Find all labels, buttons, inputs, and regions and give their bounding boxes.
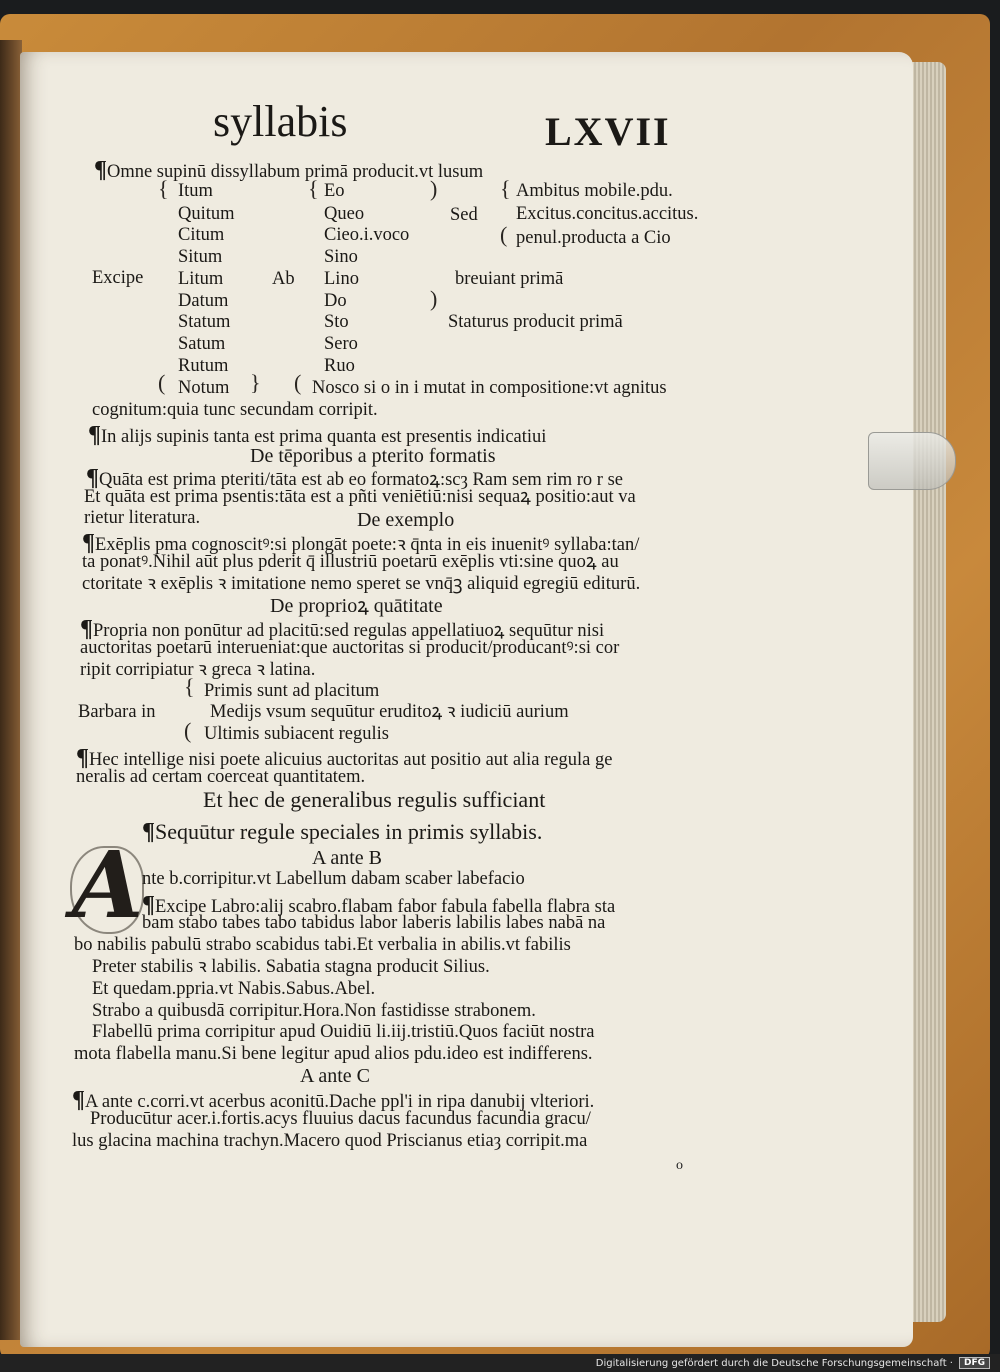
supine-item: Datum: [178, 291, 229, 311]
text-line: neralis ad certam coerceat quantitatem.: [76, 767, 366, 787]
text-line: Flabellū prima corripitur apud Ouidiū li.iij.tristiū.Quos faciūt nostra: [92, 1022, 595, 1042]
brace-icon: (: [158, 370, 166, 395]
text-line: bam stabo tabes tabo tabidus labor laberis labilis labes nabā na: [142, 913, 606, 933]
brace-icon: ): [430, 176, 438, 201]
pilcrow-icon: ¶: [80, 616, 93, 642]
brace-icon: (: [294, 370, 302, 395]
text-line: nte b.corripitur.vt Labellum dabam scaber labefacio: [142, 869, 525, 889]
supine-item: Litum: [178, 269, 224, 289]
pilcrow-icon: ¶: [86, 465, 99, 491]
pilcrow-icon: ¶: [82, 530, 95, 556]
supine-item: Statum: [178, 312, 231, 332]
text-line: mota flabella manu.Si bene legitur apud alios pdu.ideo est indifferens.: [74, 1044, 593, 1064]
section-heading: De exemplo: [357, 509, 455, 531]
running-title: syllabis: [213, 97, 348, 146]
barbara-item: Primis sunt ad placitum: [204, 681, 380, 701]
verb-item: Cieo.i.voco: [324, 225, 410, 245]
book-spine: [0, 40, 22, 1340]
verb-item: Lino: [324, 269, 359, 289]
verb-item: Sino: [324, 247, 358, 267]
brace-icon: {: [308, 176, 319, 201]
sed-label: Sed: [450, 205, 478, 225]
excipe-label: Excipe: [92, 268, 144, 288]
brace-icon: (: [500, 222, 508, 247]
section-heading: De tēporibus a pterito formatis: [250, 445, 496, 467]
breuiant-line: breuiant primā: [455, 269, 564, 289]
supine-item: Itum: [178, 181, 213, 201]
staturus-line: Staturus producit primā: [448, 312, 623, 332]
supine-item: Notum: [178, 378, 230, 398]
footer-bar: [0, 1354, 1000, 1372]
ab-label: Ab: [272, 269, 295, 289]
barbara-item: Ultimis subiacent regulis: [204, 724, 389, 744]
section-heading: De proprioꝝ quātitate: [270, 595, 443, 617]
verb-item: Sero: [324, 334, 358, 354]
brace-icon: {: [184, 674, 195, 699]
sed-item: Ambitus mobile.pdu.: [516, 181, 673, 201]
brace-icon: }: [250, 370, 261, 395]
text-line: auctoritas poetarū interueniat:que auctoritas si producit/producantꝰ:si cor: [80, 638, 620, 658]
brace-icon: {: [500, 176, 511, 201]
sed-item: Excitus.concitus.accitus.: [516, 204, 699, 224]
section-heading: A ante B: [312, 847, 382, 869]
book-page: [20, 52, 913, 1347]
supine-intro: ¶Omne supinū dissyllabum primā producit.vt lusum: [94, 157, 484, 183]
text-line: lus glacina machina trachyn.Macero quod Priscianus etiaȝ corripit.ma: [72, 1131, 588, 1151]
pilcrow-icon: ¶: [94, 157, 107, 183]
page-clip: [868, 432, 956, 490]
brace-icon: {: [158, 176, 169, 201]
initial-letter: A: [72, 831, 144, 939]
pilcrow-icon: ¶: [72, 1087, 85, 1113]
text-line: ¶Exēplis pma cognoscitꝰ:si plongāt poete:ꝛ q̄nta in eis inuenitꝰ syllaba:tan/: [82, 530, 640, 556]
brace-icon: (: [184, 718, 192, 743]
text-line: Et quāta est prima psentis:tāta est a pñti veniētiū:nisi sequaꝝ positio:aut va: [84, 487, 636, 507]
text-line: ta ponatꝰ.Nihil aūt plus pderit q̄ illustriū poetarū exēplis vti:sine quoꝝ au: [82, 552, 619, 572]
brace-icon: ): [430, 286, 438, 311]
nosco-line: Nosco si o in i mutat in compositione:vt agnitus: [312, 378, 667, 398]
nosco-line-2: cognitum:quia tunc secundam corripit.: [92, 400, 378, 420]
verb-item: Do: [324, 291, 347, 311]
text-line: ¶Propria non ponūtur ad placitū:sed regulas appellatiuoꝝ sequūtur nisi: [80, 616, 605, 642]
verb-item: Eo: [324, 181, 345, 201]
text-line: rietur literatura.: [84, 508, 201, 528]
section-heading: A ante C: [300, 1065, 370, 1087]
barbara-label: Barbara in: [78, 702, 156, 722]
text-line: Producūtur acer.i.fortis.acys fluuius dacus facundus facundia gracu/: [90, 1109, 591, 1129]
footer-credit: Digitalisierung gefördert durch die Deutsche Forschungsgemeinschaft ·: [595, 1357, 953, 1369]
text-line: bo nabilis pabulū strabo scabidus tabi.Et verbalia in abilis.vt fabilis: [74, 935, 571, 955]
pilcrow-icon: ¶: [88, 422, 101, 448]
sed-item: penul.producta a Cio: [516, 228, 671, 248]
pilcrow-icon: ¶: [142, 819, 155, 845]
text-line: Strabo a quibusdā corripitur.Hora.Non fastidisse strabonem.: [92, 1001, 536, 1021]
verb-item: Sto: [324, 312, 349, 332]
pilcrow-icon: ¶: [142, 892, 155, 918]
pilcrow-icon: ¶: [76, 745, 89, 771]
section-title: ¶Sequūtur regule speciales in primis syllabis.: [142, 819, 543, 845]
text-line: Et quedam.ppria.vt Nabis.Sabus.Abel.: [92, 979, 376, 999]
text-line: ripit corripiatur ꝛ greca ꝛ latina.: [80, 660, 316, 680]
folio-number: LXVII: [545, 109, 671, 154]
supine-item: Satum: [178, 334, 226, 354]
verb-item: Ruo: [324, 356, 355, 376]
text-line: ¶Quāta est prima pteriti/tāta est ab eo formatoꝝ:scȝ Ram sem rim ro r se: [86, 465, 623, 491]
text-line: ¶Hec intellige nisi poete alicuius auctoritas aut positio aut alia regula ge: [76, 745, 613, 771]
closing-heading: Et hec de generalibus regulis sufficiant: [203, 787, 546, 812]
dfg-logo-icon: DFG: [959, 1357, 990, 1369]
supine-item: Quitum: [178, 204, 235, 224]
supine-item: Situm: [178, 247, 223, 267]
text-line: Preter stabilis ꝛ labilis. Sabatia stagna producit Silius.: [92, 957, 490, 977]
alijs-line: ¶In alijs supinis tanta est prima quanta est presentis indicatiui: [88, 422, 547, 448]
verb-item: Queo: [324, 204, 365, 224]
barbara-item: Medijs vsum sequūtur eruditoꝝ ꝛ iudiciū aurium: [210, 702, 569, 722]
text-line: ctoritate ꝛ exēplis ꝛ imitatione nemo speret se vnq̄ꝫ aliquid egregiū editurū.: [82, 574, 641, 594]
signature-mark: o: [676, 1158, 683, 1173]
supine-item: Rutum: [178, 356, 229, 376]
supine-item: Citum: [178, 225, 225, 245]
text-line: ¶Excipe Labro:alij scabro.flabam fabor fabula fabella flabra sta: [142, 892, 616, 918]
text-line: ¶A ante c.corri.vt acerbus aconitū.Dache ppl'i in ripa danubij vlteriori.: [72, 1087, 595, 1113]
